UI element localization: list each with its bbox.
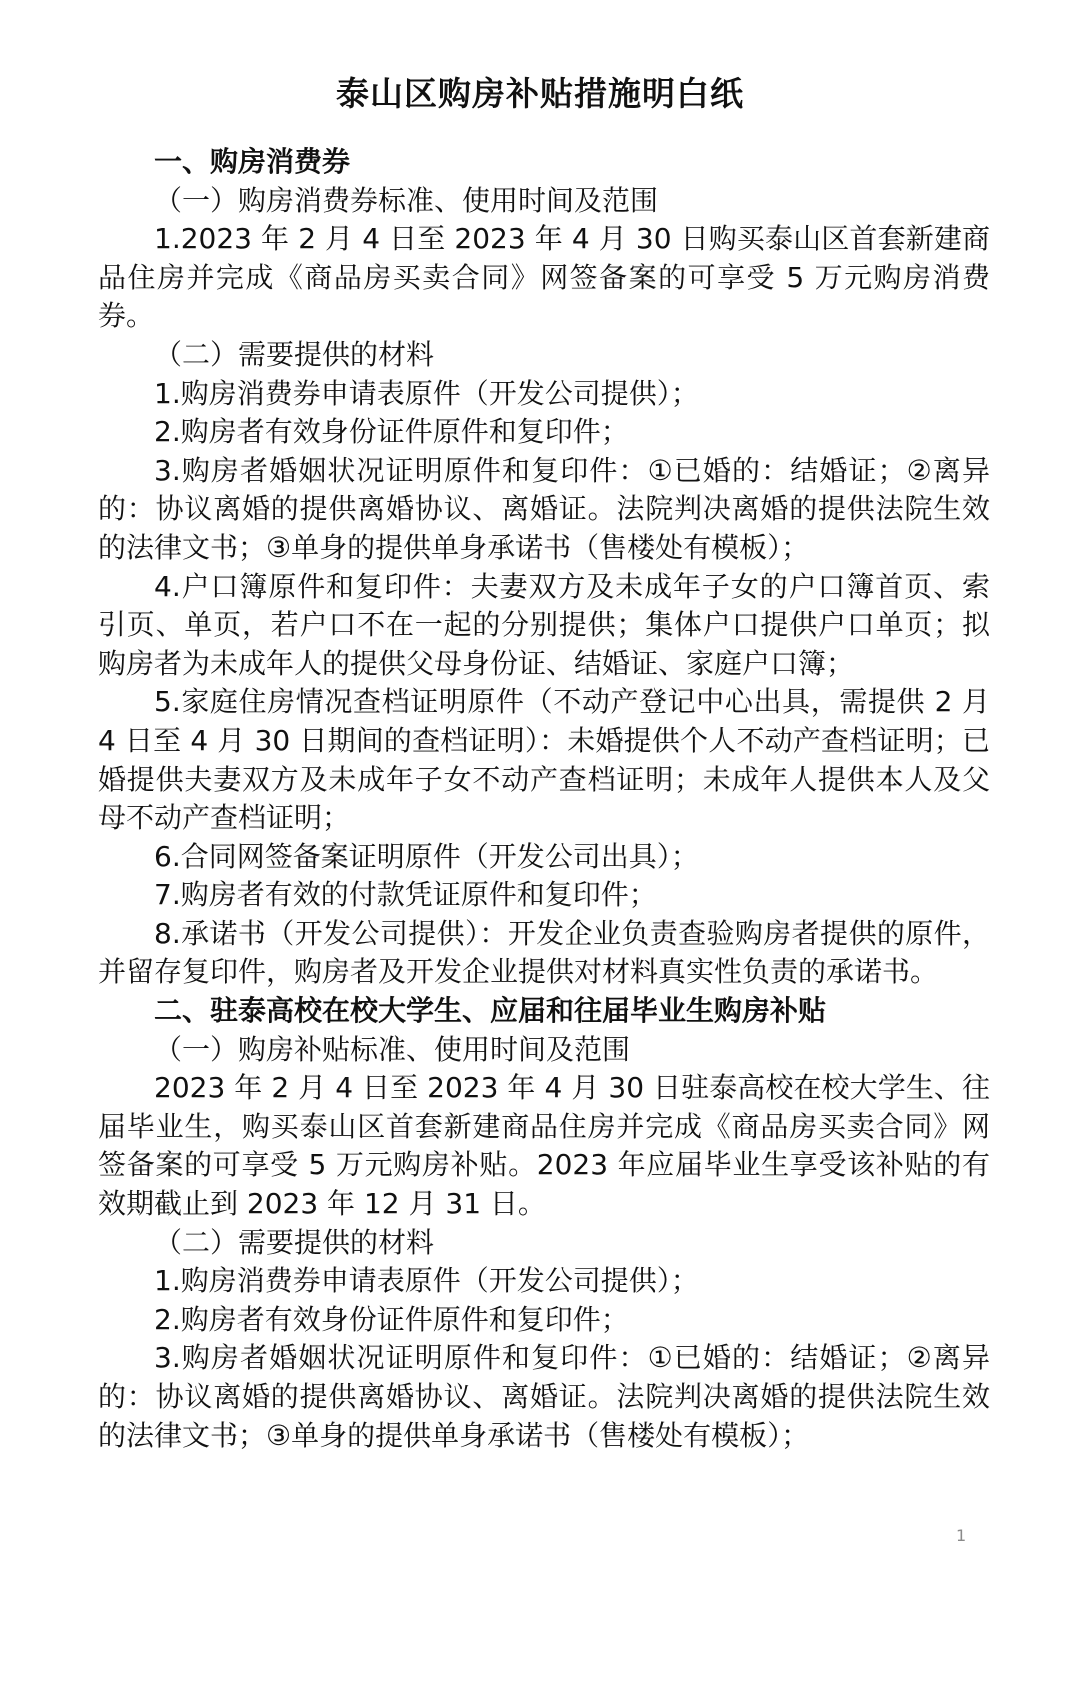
section1-item-1: 1.购房消费券申请表原件（开发公司提供）；: [154, 376, 699, 410]
section2-item-2: 2.购房者有效身份证件原件和复印件；: [154, 1302, 629, 1336]
section2-sub1-paragraph: 2023 年 2 月 4 日至 2023 年 4 月 30 日驻泰高校在校大学生、往届毕业生，购买泰山区首套新建商品住房并完成《商品房买卖合同》网签备案的可享受 5 万元购房补贴。2023 年应届毕业生享受该补贴的有效期截止到 2023 年 12 月 31 日。: [98, 1071, 990, 1221]
section1-item-4: 4.户口簿原件和复印件：夫妻双方及未成年子女的户口簿首页、索引页、单页，若户口不在一起的分别提供；集体户口提供户口单页；拟购房者为未成年人的提供父母身份证、结婚证、家庭户口簿；: [98, 569, 990, 680]
section2-item-1: 1.购房消费券申请表原件（开发公司提供）；: [154, 1264, 699, 1298]
section1-heading: 一、购房消费券: [154, 145, 351, 178]
section1-item-5: 5.家庭住房情况查档证明原件（不动产登记中心出具，需提供 2 月 4 日至 4 月 30 日期间的查档证明）：未婚提供个人不动产查档证明；已婚提供夫妻双方及未成年子女不动产查档证明；未成年人提供本人及父母不动产查档证明；: [98, 685, 990, 835]
section1-item-7: 7.购房者有效的付款凭证原件和复印件；: [154, 878, 657, 912]
document-title: 泰山区购房补贴措施明白纸: [336, 74, 744, 113]
page-number: 1: [956, 1526, 967, 1545]
section1-sub1-paragraph: 1.2023 年 2 月 4 日至 2023 年 4 月 30 日购买泰山区首套新建商品住房并完成《商品房买卖合同》网签备案的可享受 5 万元购房消费券。: [98, 222, 990, 333]
section1-item-8: 8.承诺书（开发公司提供）：开发企业负责查验购房者提供的原件，并留存复印件，购房者及开发企业提供对材料真实性负责的承诺书。: [98, 916, 990, 989]
section1-sub1-heading: （一）购房消费券标准、使用时间及范围: [154, 183, 659, 217]
section2-heading: 二、驻泰高校在校大学生、应届和往届毕业生购房补贴: [154, 994, 827, 1028]
section2-sub2-heading: （二）需要提供的材料: [154, 1225, 435, 1259]
section1-item-2: 2.购房者有效身份证件原件和复印件；: [154, 415, 629, 449]
section1-sub2-heading: （二）需要提供的材料: [154, 337, 435, 371]
section2-sub1-heading: （一）购房补贴标准、使用时间及范围: [154, 1032, 631, 1066]
section2-item-3: 3.购房者婚姻状况证明原件和复印件：①已婚的：结婚证；②离异的：协议离婚的提供离婚协议、离婚证。法院判决离婚的提供法院生效的法律文书；③单身的提供单身承诺书（售楼处有模板）；: [98, 1341, 990, 1452]
section1-item-3: 3.购房者婚姻状况证明原件和复印件：①已婚的：结婚证；②离异的：协议离婚的提供离婚协议、离婚证。法院判决离婚的提供法院生效的法律文书；③单身的提供单身承诺书（售楼处有模板）；: [98, 453, 990, 564]
document-body: [98, 143, 990, 1455]
section1-item-6: 6.合同网签备案证明原件（开发公司出具）；: [154, 839, 699, 873]
